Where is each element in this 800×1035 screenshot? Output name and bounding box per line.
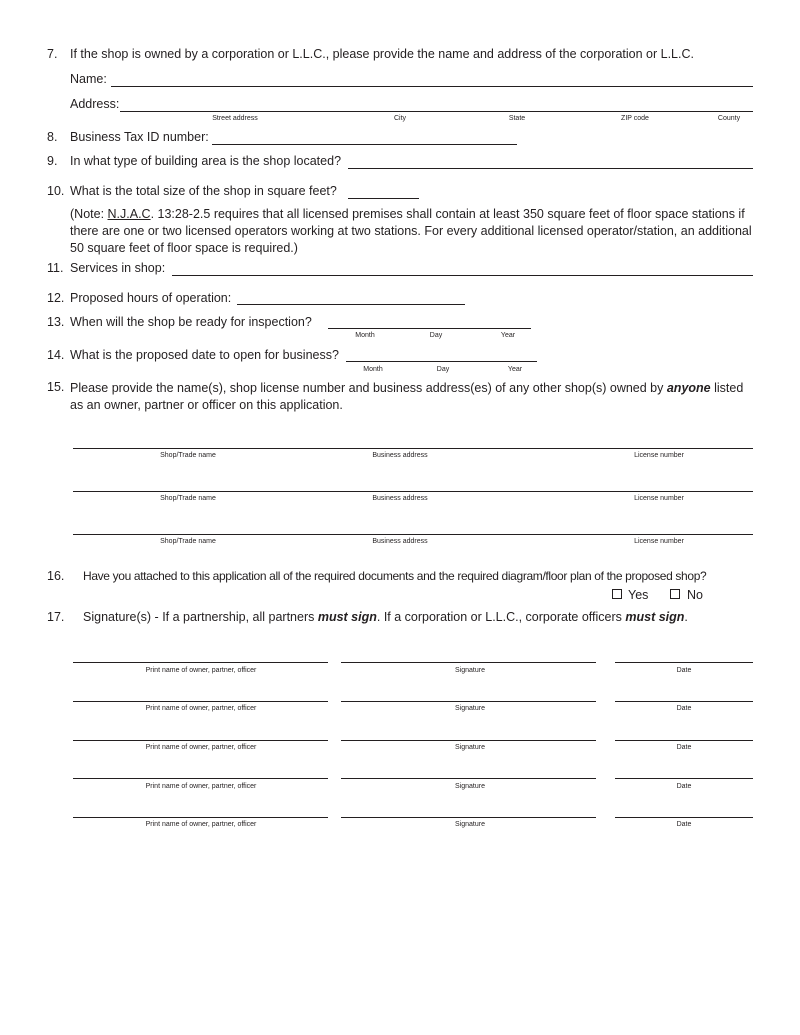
- q7-question: If the shop is owned by a corporation or L.L.C., please provide the name and address of the corporation or L.L.C.: [70, 47, 694, 61]
- sig-row-1-print-name-field[interactable]: [73, 662, 328, 663]
- q15-row-2-field[interactable]: [73, 491, 753, 492]
- q17-emphasis-2: must sign: [625, 610, 685, 624]
- sig-row-2-print-name-field[interactable]: [73, 701, 328, 702]
- sig-row-5-print-name-label: Print name of owner, partner, officer: [145, 821, 257, 828]
- q14-number: 14.: [47, 348, 65, 362]
- q9-building-area-field[interactable]: [348, 168, 753, 169]
- q15-text-before: Please provide the name(s), shop license number and business address(es) of any other shop(s) owned by: [70, 381, 667, 395]
- q17-text-1: Signature(s) - If a partnership, all partners: [83, 610, 318, 624]
- q16-yes-label: Yes: [628, 588, 649, 602]
- q12-number: 12.: [47, 291, 65, 305]
- sig-row-4-date-label: Date: [676, 783, 692, 790]
- q10-number: 10.: [47, 184, 65, 198]
- q14-sub-month: Month: [363, 366, 383, 373]
- q17-number: 17.: [47, 610, 65, 624]
- q9-question: In what type of building area is the shop located?: [70, 154, 342, 168]
- q15-row-3-license-label: License number: [634, 538, 684, 545]
- q15-row-2-shop-label: Shop/Trade name: [160, 495, 216, 502]
- q13-sub-month: Month: [355, 332, 375, 339]
- sig-row-3-print-name-label: Print name of owner, partner, officer: [145, 744, 257, 751]
- q7-sub-county: County: [717, 115, 741, 122]
- q11-question: Services in shop:: [70, 261, 166, 275]
- sig-row-4-date-field[interactable]: [615, 778, 753, 779]
- q15-row-2-address-label: Business address: [372, 495, 428, 502]
- sig-row-2-signature-field[interactable]: [341, 701, 596, 702]
- q15-row-2-license-label: License number: [634, 495, 684, 502]
- q12-hours-field[interactable]: [237, 304, 465, 305]
- sig-row-3-signature-label: Signature: [455, 744, 485, 751]
- q15-row-1-shop-label: Shop/Trade name: [160, 452, 216, 459]
- q10-question: What is the total size of the shop in square feet?: [70, 184, 337, 198]
- q7-sub-zip: ZIP code: [621, 115, 649, 122]
- q8-tax-id-field[interactable]: [212, 144, 517, 145]
- sig-row-2-print-name-label: Print name of owner, partner, officer: [145, 705, 257, 712]
- q10-note-text: . 13:28-2.5 requires that all licensed premises shall contain at least 350 square feet of floor space stations if there are one or two licensed operators working at two stations. For every additional licensed operator/station, an additional 50 square feet of floor space is required.): [70, 207, 752, 255]
- sig-row-5-signature-label: Signature: [455, 821, 485, 828]
- q10-note-reference: N.J.A.C: [107, 207, 151, 221]
- q15-number: 15.: [47, 380, 65, 394]
- q13-number: 13.: [47, 315, 65, 329]
- sig-row-5-date-field[interactable]: [615, 817, 753, 818]
- q17-emphasis-1: must sign: [317, 610, 377, 624]
- q10-note-prefix: (Note:: [70, 207, 108, 221]
- q7-name-label: Name:: [70, 72, 107, 86]
- q17-text-2: . If a corporation or L.L.C., corporate officers: [376, 610, 626, 624]
- sig-row-4-print-name-label: Print name of owner, partner, officer: [145, 783, 257, 790]
- sig-row-4-signature-label: Signature: [455, 783, 485, 790]
- sig-row-1-signature-label: Signature: [455, 667, 485, 674]
- sig-row-3-print-name-field[interactable]: [73, 740, 328, 741]
- sig-row-2-date-label: Date: [676, 705, 692, 712]
- sig-row-3-date-label: Date: [676, 744, 692, 751]
- q15-row-3-shop-label: Shop/Trade name: [160, 538, 216, 545]
- q14-date-field[interactable]: [346, 361, 537, 362]
- sig-row-4-print-name-field[interactable]: [73, 778, 328, 779]
- sig-row-5-signature-field[interactable]: [341, 817, 596, 818]
- q15-row-3-address-label: Business address: [372, 538, 428, 545]
- q7-sub-street: Street address: [212, 115, 258, 122]
- q17-question: [83, 611, 688, 624]
- q16-yes-checkbox[interactable]: [612, 589, 622, 599]
- q14-sub-year: Year: [507, 366, 523, 373]
- sig-row-1-print-name-label: Print name of owner, partner, officer: [145, 667, 257, 674]
- sig-row-2-date-field[interactable]: [615, 701, 753, 702]
- q15-row-1-license-label: License number: [634, 452, 684, 459]
- q7-address-label: Address:: [70, 97, 120, 111]
- q13-question: When will the shop be ready for inspection?: [70, 315, 312, 329]
- q16-question: Have you attached to this application all of the required documents and the required diagram/floor plan of the proposed shop?: [83, 569, 707, 583]
- q15-text-after: listed as an owner, partner or officer on this application.: [70, 381, 744, 412]
- q13-sub-year: Year: [500, 332, 516, 339]
- q17-text-3: .: [684, 610, 688, 624]
- q7-sub-city: City: [393, 115, 407, 122]
- q15-row-3-field[interactable]: [73, 534, 753, 535]
- sig-row-4-signature-field[interactable]: [341, 778, 596, 779]
- q7-number: 7.: [47, 47, 58, 61]
- q7-address-field[interactable]: [120, 111, 753, 112]
- q15-emphasis: anyone: [666, 381, 711, 395]
- q12-question: Proposed hours of operation:: [70, 291, 232, 305]
- q9-number: 9.: [47, 154, 58, 168]
- q14-sub-day: Day: [436, 366, 450, 373]
- q8-question: Business Tax ID number:: [70, 130, 209, 144]
- sig-row-2-signature-label: Signature: [455, 705, 485, 712]
- sig-row-5-print-name-field[interactable]: [73, 817, 328, 818]
- sig-row-1-date-field[interactable]: [615, 662, 753, 663]
- q15-row-1-address-label: Business address: [372, 452, 428, 459]
- sig-row-5-date-label: Date: [676, 821, 692, 828]
- q16-no-checkbox[interactable]: [670, 589, 680, 599]
- q8-number: 8.: [47, 130, 58, 144]
- sig-row-1-date-label: Date: [676, 667, 692, 674]
- q16-number: 16.: [47, 569, 65, 583]
- q10-note: [70, 206, 754, 257]
- sig-row-3-date-field[interactable]: [615, 740, 753, 741]
- q7-name-field[interactable]: [111, 86, 753, 87]
- q13-date-field[interactable]: [328, 328, 531, 329]
- q13-sub-day: Day: [429, 332, 443, 339]
- q14-question: What is the proposed date to open for business?: [70, 348, 339, 362]
- sig-row-1-signature-field[interactable]: [341, 662, 596, 663]
- q15-row-1-field[interactable]: [73, 448, 753, 449]
- q7-sub-state: State: [508, 115, 526, 122]
- q11-number: 11.: [47, 261, 64, 275]
- q11-services-field[interactable]: [172, 275, 753, 276]
- q10-square-feet-field[interactable]: [348, 198, 419, 199]
- q15-question: [70, 380, 754, 414]
- sig-row-3-signature-field[interactable]: [341, 740, 596, 741]
- q16-no-label: No: [687, 588, 703, 602]
